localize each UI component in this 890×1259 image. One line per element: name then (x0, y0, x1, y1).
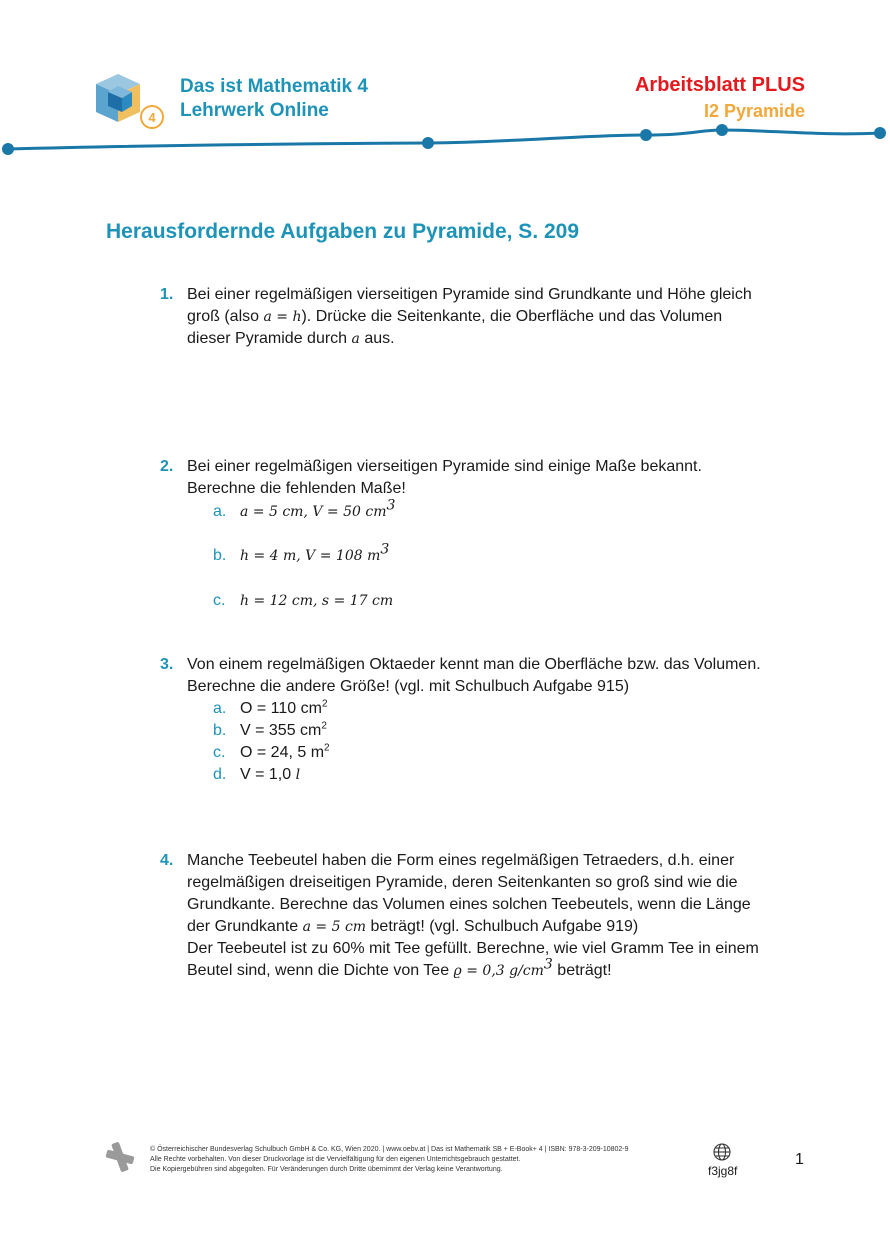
subtask-c: c. O = 24, 5 $m^2$ (213, 742, 330, 761)
task-text: Grundkante. Berechne das Volumen eines solchen Teebeutels, wenn die Länge (187, 896, 751, 913)
task-text: der Grundkante a = 5 cm beträgt! (vgl. Schulbuch Aufgabe 919) (187, 918, 639, 935)
worksheet-title: Arbeitsblatt PLUS (634, 74, 805, 96)
online-code: f3jg8f (708, 1164, 738, 1178)
task-text: Berechne die andere Größe! (vgl. mit Schulbuch Aufgabe 915) (187, 678, 630, 695)
task-text: regelmäßigen dreiseitigen Pyramide, deren Seitenkanten so groß sind wie die (187, 874, 738, 891)
task-text: Berechne die fehlenden Maße! (187, 480, 406, 497)
task-number: 1. (160, 286, 174, 303)
task-text: Beutel sind, wenn die Dichte von Tee ϱ = 0,3 $g/cm^3$ beträgt! (187, 956, 612, 979)
logo-badge: 4 (148, 110, 156, 125)
subtask-b: b. V = 355 $cm^2$ (213, 720, 327, 739)
task-text: groß (also a = h). Drücke die Seitenkante, die Oberfläche und das Volumen (187, 308, 723, 325)
section-title: Herausfordernde Aufgaben zu Pyramide, S. 209 (106, 220, 580, 243)
task-text: Bei einer regelmäßigen vierseitigen Pyramide sind einige Maße bekannt. (187, 458, 702, 475)
globe-icon (712, 1142, 732, 1162)
page-number: 1 (795, 1151, 804, 1168)
task-text: Von einem regelmäßigen Oktaeder kennt man die Oberfläche bzw. das Volumen. (187, 656, 761, 673)
task-text: Bei einer regelmäßigen vierseitigen Pyramide sind Grundkante und Höhe gleich (187, 286, 752, 303)
publisher-logo-icon (104, 1140, 136, 1174)
task-number: 2. (160, 458, 174, 475)
header-title-line2: Lehrwerk Online (180, 100, 329, 121)
worksheet-subtitle: I2 Pyramide (703, 101, 805, 121)
header-title-line1: Das ist Mathematik 4 (180, 76, 368, 97)
task-text: Der Teebeutel ist zu 60% mit Tee gefüllt. Berechne, wie viel Gramm Tee in einem (187, 940, 759, 957)
footer-copyright: © Österreichischer Bundesverlag Schulbuch GmbH & Co. KG, Wien 2020. | www.oebv.at | Das ist Mathematik SB + E-Book+ 4 | ISBN: 978-3-209-10802-9 Alle Rechte vorbehalten. Von dieser Druckvorlage ist die Vervielfältigung für den eigenen Unterrichtsgebrauch gestattet. Die Kopiergebühren sind abgegolten. Für Veränderungen durch Dritte übernimmt der Verlag keine Verantwortung. (150, 1146, 629, 1173)
subtask-a: a. a = 5 cm, V = 50 $cm^3$ (213, 497, 396, 520)
task-number: 3. (160, 656, 174, 673)
task-text: dieser Pyramide durch a aus. (187, 330, 395, 347)
task-number: 4. (160, 852, 174, 869)
task-text: Manche Teebeutel haben die Form eines regelmäßigen Tetraeders, d.h. einer (187, 852, 735, 869)
subtask-b: b. h = 4 m, V = 108 $m^3$ (213, 541, 390, 564)
header-wave-line (0, 120, 890, 160)
subtask-d: d. V = 1,0 l (213, 766, 301, 783)
subtask-c: c. h = 12 cm, s = 17 cm (213, 592, 394, 609)
subtask-a: a. O = 110 $cm^2$ (213, 698, 328, 717)
